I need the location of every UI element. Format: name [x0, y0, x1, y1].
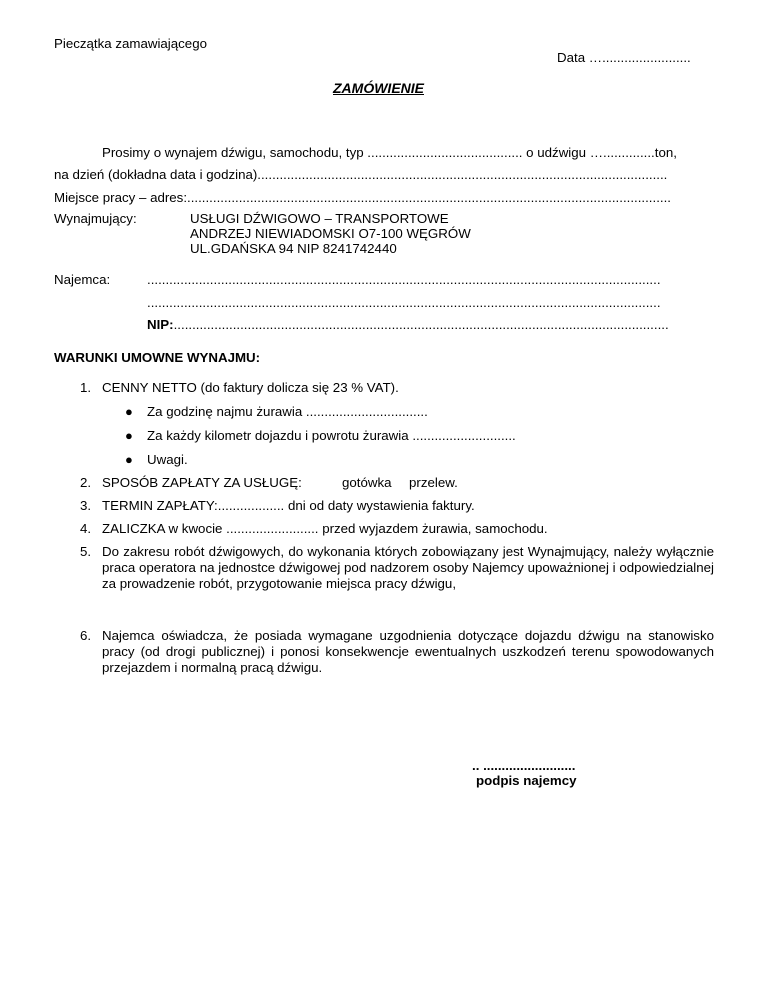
bullet-dot-icon: ● [125, 428, 133, 443]
item-text-1: CENNY NETTO (do faktury dolicza się 23 % VAT). [102, 380, 399, 395]
item-text-2: SPOSÓB ZAPŁATY ZA USŁUGĘ: [102, 475, 302, 490]
bullet-item-2: Za każdy kilometr dojazdu i powrotu żurawia ............................ [147, 428, 516, 443]
item-number-6: 6. [80, 628, 92, 643]
nip-label: NIP: [147, 317, 174, 332]
date-line: Data …........................ [557, 50, 691, 65]
signature-label: podpis najemcy [476, 773, 577, 788]
page-title: ZAMÓWIENIE [333, 80, 424, 96]
bullet-dot-icon: ● [125, 404, 133, 419]
date-field: na dzień (dokładna data i godzina)............................................................................................................... [54, 167, 668, 182]
lessee-label: Najemca: [54, 272, 111, 287]
item-number-3: 3. [80, 498, 92, 513]
lessor-line-3: UL.GDAŃSKA 94 NIP 8241742440 [190, 241, 397, 256]
address-field: Miejsce pracy – adres:................................................................................................................................... [54, 190, 671, 205]
lessor-line-2: ANDRZEJ NIEWIADOMSKI O7-100 WĘGRÓW [190, 226, 471, 241]
payment-option-cash: gotówka [342, 475, 392, 490]
signature-dots: .. ......................... [472, 758, 576, 773]
item-text-4: ZALICZKA w kwocie ......................... przed wyjazdem żurawia, samochodu. [102, 521, 548, 536]
item-text-3: TERMIN ZAPŁATY:.................. dni od daty wystawienia faktury. [102, 498, 475, 513]
item-number-1: 1. [80, 380, 92, 395]
item-number-2: 2. [80, 475, 92, 490]
item-number-5: 5. [80, 544, 92, 559]
payment-option-transfer: przelew. [409, 475, 458, 490]
item-number-4: 4. [80, 521, 92, 536]
stamp-label: Pieczątka zamawiającego [54, 36, 207, 51]
lessee-line-2: ........................................................................................................................................... [147, 295, 661, 310]
bullet-dot-icon: ● [125, 452, 133, 467]
lessee-nip [147, 317, 669, 332]
nip-dots: ...................................................................................................................................... [173, 317, 669, 332]
conditions-heading: WARUNKI UMOWNE WYNAJMU: [54, 350, 261, 365]
request-line: Prosimy o wynajem dźwigu, samochodu, typ .......................................... o udźwigu …..............ton, [102, 145, 677, 160]
lessee-line-1: ........................................................................................................................................... [147, 272, 661, 287]
item-text-5: Do zakresu robót dźwigowych, do wykonania których zobowiązany jest Wynajmujący, należy wyłącznie praca operatora na jednostce dźwigowej pod nadzorem osoby Najemcy upoważnionej i odpowiedzialnej za prowadzenie robót, przygotowanie miejsca pracy dźwigu, [102, 544, 714, 591]
lessor-line-1: USŁUGI DŹWIGOWO – TRANSPORTOWE [190, 211, 449, 226]
bullet-item-3: Uwagi. [147, 452, 188, 467]
lessor-label: Wynajmujący: [54, 211, 137, 226]
bullet-item-1: Za godzinę najmu żurawia ................................. [147, 404, 428, 419]
item-text-6: Najemca oświadcza, że posiada wymagane uzgodnienia dotyczące dojazdu dźwigu na stanowisko pracy (od drogi publicznej) i ponosi konsekwencje ewentualnych uszkodzeń terenu spowodowanych przejazdem i normalną pracą dźwigu. [102, 628, 714, 675]
